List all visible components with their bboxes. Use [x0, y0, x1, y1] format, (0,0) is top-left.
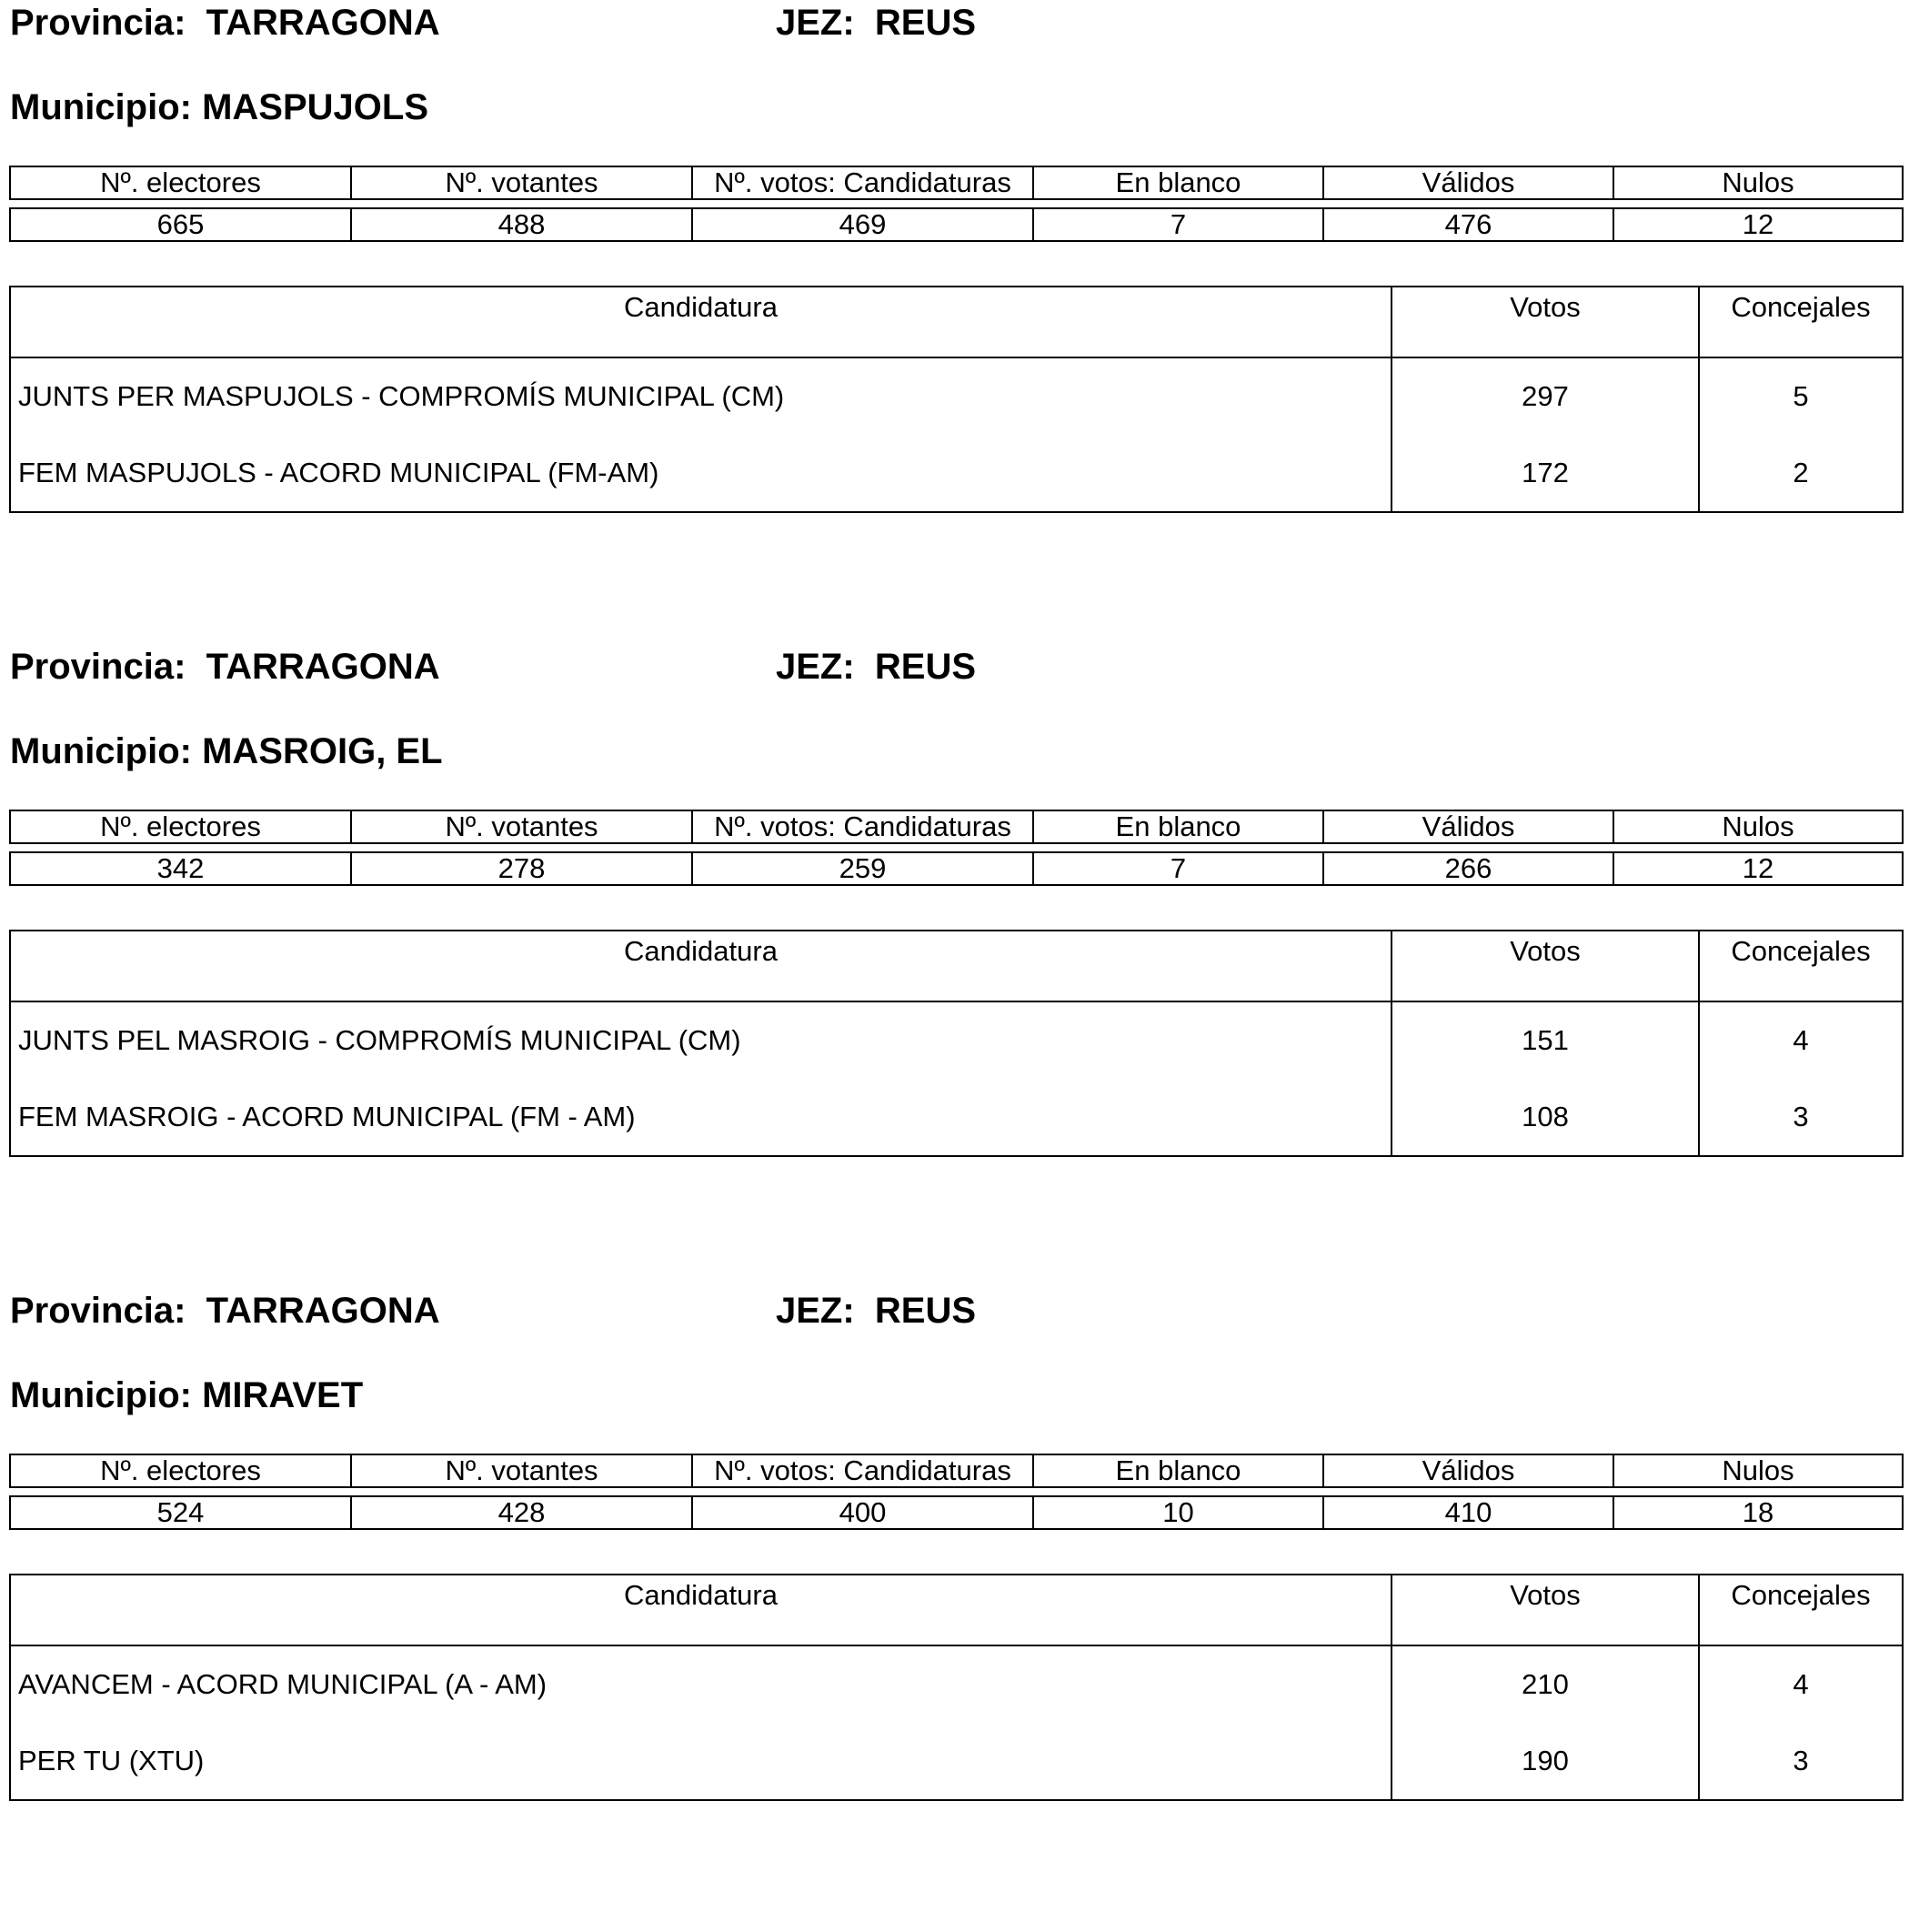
stats-header-votos-candidaturas: Nº. votos: Candidaturas [692, 810, 1033, 843]
jez-heading: JEZ: REUS [776, 1291, 977, 1331]
candidate-row [10, 357, 1903, 435]
concejales-header: Concejales [1699, 287, 1903, 357]
stats-header-en-blanco: En blanco [1033, 810, 1323, 843]
stats-value-validos: 266 [1323, 852, 1613, 885]
candidatura-header: Candidatura [10, 931, 1392, 1001]
candidate-concejales: 4 [1699, 1001, 1903, 1079]
stats-header-votos-candidaturas: Nº. votos: Candidaturas [692, 166, 1033, 199]
candidate-votos: 172 [1392, 435, 1699, 512]
candidate-name: JUNTS PER MASPUJOLS - COMPROMÍS MUNICIPAL (CM) [10, 357, 1392, 435]
stats-value-nulos: 12 [1613, 852, 1903, 885]
stats-value-votos-candidaturas: 469 [692, 208, 1033, 241]
stats-value-row [10, 1496, 1903, 1529]
candidate-row [10, 1001, 1903, 1079]
stats-value-en-blanco: 10 [1033, 1496, 1323, 1529]
candidatura-header: Candidatura [10, 287, 1392, 357]
stats-table [9, 1454, 1904, 1530]
stats-header-votantes: Nº. votantes [351, 166, 692, 199]
provincia-heading: Provincia: TARRAGONA [10, 3, 440, 43]
municipio-heading: Municipio: MASROIG, EL [10, 731, 443, 771]
stats-value-votantes: 428 [351, 1496, 692, 1529]
stats-table [9, 810, 1904, 886]
candidate-concejales: 2 [1699, 435, 1903, 512]
votos-header: Votos [1392, 931, 1699, 1001]
stats-value-votantes: 278 [351, 852, 692, 885]
candidate-name: AVANCEM - ACORD MUNICIPAL (A - AM) [10, 1645, 1392, 1723]
candidates-header-row [10, 287, 1903, 357]
stats-value-votos-candidaturas: 259 [692, 852, 1033, 885]
stats-value-electores: 524 [10, 1496, 351, 1529]
candidate-votos: 190 [1392, 1723, 1699, 1800]
municipio-heading: Municipio: MASPUJOLS [10, 87, 429, 127]
candidate-concejales: 5 [1699, 357, 1903, 435]
stats-value-electores: 342 [10, 852, 351, 885]
candidate-name: FEM MASPUJOLS - ACORD MUNICIPAL (FM-AM) [10, 435, 1392, 512]
stats-value-row [10, 852, 1903, 885]
stats-table [9, 166, 1904, 242]
candidate-votos: 297 [1392, 357, 1699, 435]
jez-heading: JEZ: REUS [776, 3, 977, 43]
stats-value-votantes: 488 [351, 208, 692, 241]
stats-header-row [10, 810, 1903, 843]
candidate-votos: 151 [1392, 1001, 1699, 1079]
stats-header-row [10, 166, 1903, 199]
candidate-concejales: 3 [1699, 1723, 1903, 1800]
stats-header-validos: Válidos [1323, 166, 1613, 199]
stats-header-votos-candidaturas: Nº. votos: Candidaturas [692, 1454, 1033, 1487]
stats-value-electores: 665 [10, 208, 351, 241]
candidates-table [9, 930, 1904, 1157]
stats-header-validos: Válidos [1323, 1454, 1613, 1487]
stats-value-en-blanco: 7 [1033, 208, 1323, 241]
candidate-votos: 210 [1392, 1645, 1699, 1723]
stats-header-row [10, 1454, 1903, 1487]
candidate-name: PER TU (XTU) [10, 1723, 1392, 1800]
stats-header-en-blanco: En blanco [1033, 166, 1323, 199]
candidate-concejales: 3 [1699, 1079, 1903, 1156]
stats-header-votantes: Nº. votantes [351, 1454, 692, 1487]
stats-header-validos: Válidos [1323, 810, 1613, 843]
stats-header-electores: Nº. electores [10, 810, 351, 843]
stats-value-validos: 476 [1323, 208, 1613, 241]
stats-header-nulos: Nulos [1613, 1454, 1903, 1487]
stats-header-nulos: Nulos [1613, 166, 1903, 199]
candidate-name: FEM MASROIG - ACORD MUNICIPAL (FM - AM) [10, 1079, 1392, 1156]
stats-value-nulos: 18 [1613, 1496, 1903, 1529]
candidate-row [10, 1645, 1903, 1723]
candidates-header-row [10, 931, 1903, 1001]
stats-value-votos-candidaturas: 400 [692, 1496, 1033, 1529]
stats-value-row [10, 208, 1903, 241]
candidate-row [10, 1079, 1903, 1156]
provincia-heading: Provincia: TARRAGONA [10, 647, 440, 687]
candidate-name: JUNTS PEL MASROIG - COMPROMÍS MUNICIPAL (CM) [10, 1001, 1392, 1079]
municipality-section [0, 0, 1909, 644]
jez-heading: JEZ: REUS [776, 647, 977, 687]
candidate-row [10, 1723, 1903, 1800]
candidate-row [10, 435, 1903, 512]
municipality-section [0, 1288, 1909, 1932]
candidates-header-row [10, 1575, 1903, 1645]
stats-value-nulos: 12 [1613, 208, 1903, 241]
candidates-table [9, 1574, 1904, 1801]
concejales-header: Concejales [1699, 1575, 1903, 1645]
candidates-table [9, 286, 1904, 513]
candidate-concejales: 4 [1699, 1645, 1903, 1723]
stats-header-votantes: Nº. votantes [351, 810, 692, 843]
municipio-heading: Municipio: MIRAVET [10, 1375, 364, 1415]
candidate-votos: 108 [1392, 1079, 1699, 1156]
stats-header-electores: Nº. electores [10, 166, 351, 199]
candidatura-header: Candidatura [10, 1575, 1392, 1645]
votos-header: Votos [1392, 287, 1699, 357]
concejales-header: Concejales [1699, 931, 1903, 1001]
stats-header-electores: Nº. electores [10, 1454, 351, 1487]
stats-header-en-blanco: En blanco [1033, 1454, 1323, 1487]
votos-header: Votos [1392, 1575, 1699, 1645]
stats-header-nulos: Nulos [1613, 810, 1903, 843]
municipality-section [0, 644, 1909, 1288]
stats-value-en-blanco: 7 [1033, 852, 1323, 885]
provincia-heading: Provincia: TARRAGONA [10, 1291, 440, 1331]
stats-value-validos: 410 [1323, 1496, 1613, 1529]
